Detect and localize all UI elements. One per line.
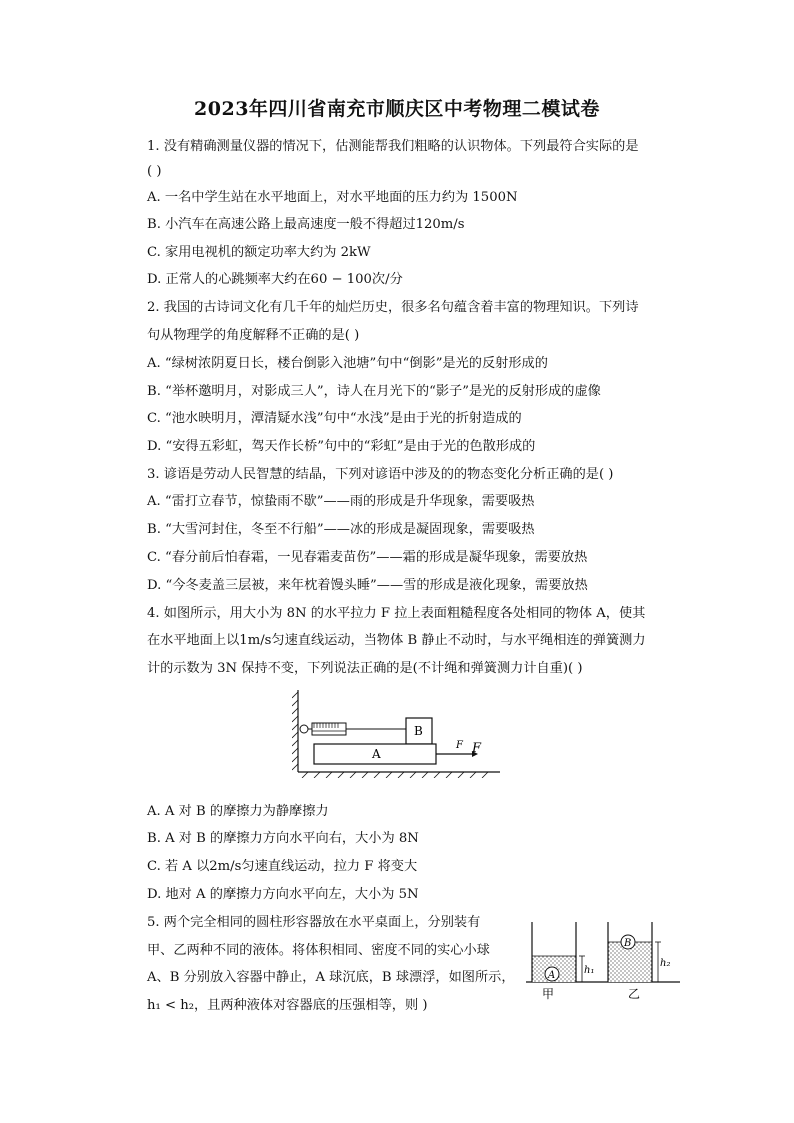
q1-option-a: A. 一名中学生站在水平地面上，对水平地面的压力约为 1500N [147, 190, 518, 205]
q4-figure [292, 688, 502, 778]
q5-figure [524, 918, 684, 1002]
q3-option-a: A. “雷打立春节，惊蛰雨不歇”——雨的形成是升华现象，需要吸热 [147, 494, 535, 509]
force-label-small: F [456, 740, 463, 751]
q1-stem-line-2: ( ) [147, 164, 162, 179]
q3-stem: 3. 谚语是劳动人民智慧的结晶，下列对谚语中涉及的的物态变化分析正确的是( ) [147, 467, 614, 482]
q5-stem-line-1: 5. 两个完全相同的圆柱形容器放在水平桌面上，分别装有 [147, 915, 481, 930]
container-jia [532, 922, 594, 1001]
force-label: F [472, 741, 482, 756]
q3-option-c: C. “春分前后怕春霜，一见春霜麦苗伤”——霜的形成是凝华现象，需要放热 [147, 550, 588, 565]
q2-option-c: C. “池水映明月，潭清疑水浅”句中“水浅”是由于光的折射造成的 [147, 411, 522, 426]
q2-stem-line-2: 句从物理学的角度解释不正确的是( ) [147, 328, 360, 343]
q1-stem-line-1: 1. 没有精确测量仪器的情况下，估测能帮我们粗略的认识物体。下列最符合实际的是 [147, 139, 639, 154]
ball-a-label: A [548, 970, 556, 981]
q3-option-d: D. “今冬麦盖三层被，来年枕着馒头睡”——雪的形成是液化现象，需要放热 [147, 578, 588, 593]
h1-label: h₁ [584, 965, 595, 976]
jia-label: 甲 [542, 987, 555, 1001]
yi-label: 乙 [628, 987, 641, 1001]
block-a-label: A [372, 747, 381, 761]
h2-label: h₂ [660, 958, 671, 969]
q2-option-a: A. “绿树浓阴夏日长，楼台倒影入池塘”句中“倒影”是光的反射形成的 [147, 356, 548, 371]
q4-stem-line-2: 在水平地面上以1m/s匀速直线运动，当物体 B 静止不动时，与水平绳相连的弹簧测力 [147, 633, 646, 648]
q3-option-b: B. “大雪河封住，冬至不行船”——冰的形成是凝固现象，需要吸热 [147, 522, 535, 537]
q4-option-c: C. 若 A 以2m/s匀速直线运动，拉力 F 将变大 [147, 859, 418, 874]
q2-stem-line-1: 2. 我国的古诗词文化有几千年的灿烂历史，很多名句蕴含着丰富的物理知识。下列诗 [147, 300, 639, 315]
container-yi [608, 922, 670, 1001]
q1-option-c: C. 家用电视机的额定功率大约为 2kW [147, 245, 371, 260]
q2-option-b: B. “举杯邀明月，对影成三人”，诗人在月光下的“影子”是光的反射形成的虚像 [147, 384, 601, 399]
q1-option-d: D. 正常人的心跳频率大约在60 − 100次/分 [147, 272, 403, 287]
block-b-label: B [414, 724, 423, 738]
q5-stem-line-2: 甲、乙两种不同的液体。将体积相同、密度不同的实心小球 [147, 943, 490, 958]
q1-option-b: B. 小汽车在高速公路上最高速度一般不得超过120m/s [147, 217, 465, 232]
page-title: 2023年四川省南充市顺庆区中考物理二模试卷 [194, 98, 600, 120]
q4-option-a: A. A 对 B 的摩擦力为静摩擦力 [147, 804, 329, 819]
ball-b-label: B [624, 938, 632, 949]
q4-stem-line-1: 4. 如图所示，用大小为 8N 的水平拉力 F 拉上表面粗糙程度各处相同的物体 A，使其 [147, 606, 646, 621]
q4-stem-line-3: 计的示数为 3N 保持不变，下列说法正确的是(不计绳和弹簧测力计自重)( ) [147, 661, 583, 676]
spring-scale [300, 723, 346, 735]
q2-option-d: D. “安得五彩虹，驾天作长桥”句中的“彩虹”是由于光的色散形成的 [147, 439, 536, 454]
q5-stem-line-3: A、B 分别放入容器中静止，A 球沉底，B 球漂浮，如图所示， [147, 970, 515, 985]
q4-option-d: D. 地对 A 的摩擦力方向水平向左，大小为 5N [147, 887, 419, 902]
q4-option-b: B. A 对 B 的摩擦力方向水平向右，大小为 8N [147, 831, 419, 846]
q5-stem-line-4: h₁ < h₂，且两种液体对容器底的压强相等，则 ) [147, 998, 428, 1013]
